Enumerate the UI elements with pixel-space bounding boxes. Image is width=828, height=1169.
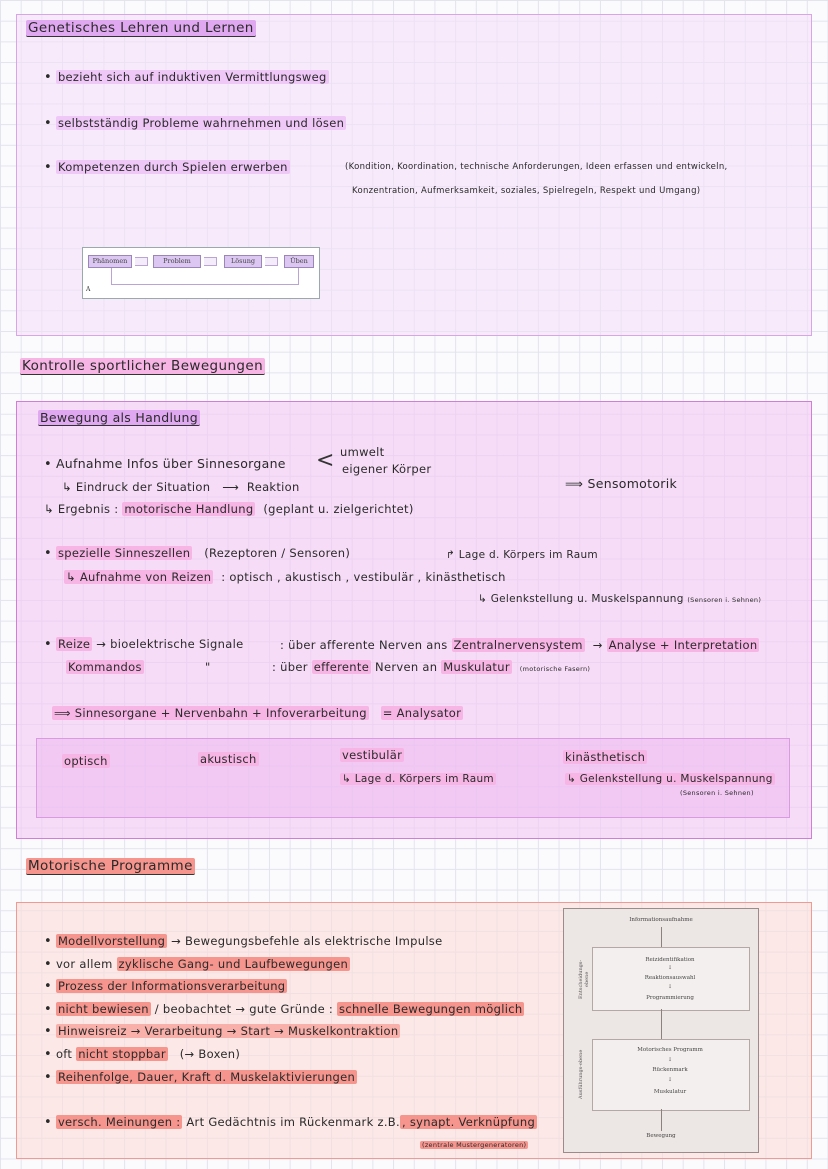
s3-bullet-8: • versch. Meinungen : Art Gedächtnis im Rückenmark z.B. , synapt. Verknüpfung [44, 1115, 536, 1130]
flow-arrow-icon: ↓ [667, 984, 673, 990]
flow-bottom: Bewegung [646, 1133, 676, 1139]
s3-bullet-1: • Modellvorstellung → Bewegungsbefehle als elektrische Impulse [44, 934, 443, 949]
s3-bullet-6: • oft nicht stoppbar (→ Boxen) [44, 1047, 241, 1062]
section3-title: Motorische Programme [28, 858, 193, 874]
s2-brace-bottom: eigener Körper [342, 462, 432, 476]
diagram-return-line [111, 268, 112, 284]
section2-title: Kontrolle sportlicher Bewegungen [22, 358, 264, 374]
s2-line-7-right: : über afferente Nerven ans Zentralnervensystem → Analyse + Interpretation [280, 638, 758, 652]
flow-e1: Reizidentifikation [645, 957, 695, 963]
s1-bullet-1: • bezieht sich auf induktiven Vermittlungsweg [44, 70, 327, 85]
section2-subtitle: Bewegung als Handlung [40, 410, 198, 425]
s2-line-7: • Reize → bioelektrische Signale [44, 637, 244, 652]
s2-line-3: ↳ Ergebnis : motorische Handlung (geplant u. zielgerichtet) [44, 502, 414, 516]
s2-line-5: ↳ Aufnahme von Reizen : optisch , akustisch , vestibulär , kinästhetisch [66, 570, 506, 584]
table-vestibulaer-sub: ↳ Lage d. Körpers im Raum [342, 773, 494, 785]
s3-bullet-4: • nicht bewiesen / beobachtet → gute Gründe : schnelle Bewegungen möglich [44, 1002, 523, 1017]
s2-line-4: • spezielle Sinneszellen (Rezeptoren / Sensoren) [44, 546, 351, 561]
table-vestibulaer: vestibulär [342, 748, 403, 762]
table-akustisch: akustisch [200, 752, 257, 766]
diagram-label: A [86, 286, 91, 293]
flow-a1: Motorisches Programm [637, 1047, 703, 1053]
s2-line-6: ↳ Gelenkstellung u. Muskelspannung (Sensoren i. Sehnen) [478, 593, 762, 605]
flow-arrow-icon: ↓ [667, 1077, 673, 1083]
s2-brace-top: umwelt [340, 445, 385, 459]
diagram-step-phaenomen: Phänomen [88, 255, 132, 268]
table-kinaesthetisch: kinästhetisch [565, 750, 646, 764]
flow-side-decision: Entscheidungs-ebene [578, 959, 590, 999]
flow-a3: Muskulatur [653, 1089, 687, 1095]
s2-line-9: ⟹ Sinnesorgane + Nervenbahn + Infoverarbeitung = Analysator [54, 706, 462, 720]
flow-arrow-line [661, 1009, 662, 1039]
s3-bullet-8-note: (zentrale Mustergeneratoren) [422, 1141, 527, 1149]
flow-arrow-icon: ↓ [667, 965, 673, 971]
diagram-step-ueben: Üben [284, 255, 314, 268]
s3-bullet-2: • vor allem zyklische Gang- und Laufbewegungen [44, 957, 349, 972]
diagram-step-loesung: Lösung [224, 255, 262, 268]
flow-arrow-line [661, 1109, 662, 1131]
s3-bullet-5: • Hinweisreiz → Verarbeitung → Start → Muskelkontraktion [44, 1024, 399, 1039]
diagram-arrow-icon [204, 257, 217, 266]
s1-bullet-3-note-2: Konzentration, Aufmerksamkeit, soziales, Spielregeln, Respekt und Umgang) [352, 186, 701, 196]
table-kinaesthetisch-note: (Sensoren i. Sehnen) [680, 789, 754, 797]
s1-bullet-3-note-1: (Kondition, Koordination, technische Anforderungen, Ideen erfassen und entwickeln, [345, 162, 728, 172]
s2-line-8-right: : über efferente Nerven an Muskulatur (motorische Fasern) [272, 660, 591, 674]
flow-e2: Reaktionsauswahl [644, 975, 696, 981]
s2-line-4-right: ↱ Lage d. Körpers im Raum [446, 549, 598, 561]
flow-arrow-icon: ↓ [667, 1057, 673, 1063]
diagram-arrow-icon [135, 257, 148, 266]
flow-e3: Programmierung [646, 995, 694, 1001]
table-optisch: optisch [64, 754, 108, 768]
s2-sensomotorik: ⟹ Sensomotorik [565, 476, 678, 491]
diagram-return-line [298, 268, 299, 284]
table-kinaesthetisch-sub: ↳ Gelenkstellung u. Muskelspannung [567, 773, 773, 785]
s3-bullet-3: • Prozess der Informationsverarbeitung [44, 979, 286, 994]
diagram-step-problem: Problem [153, 255, 201, 268]
flow-top: Informationsaufnahme [629, 917, 693, 923]
s1-bullet-2: • selbstständig Probleme wahrnehmen und lösen [44, 116, 345, 131]
flow-side-execution: Ausführungs-ebene [578, 1049, 584, 1099]
learning-cycle-diagram [82, 247, 320, 299]
s2-line-8-ditto: " [205, 660, 211, 674]
diagram-return-line [111, 284, 299, 285]
flow-arrow-line [661, 927, 662, 947]
diagram-arrow-icon [265, 257, 278, 266]
s3-bullet-7: • Reihenfolge, Dauer, Kraft d. Muskelaktivierungen [44, 1070, 356, 1085]
flow-a2: Rückenmark [652, 1067, 688, 1073]
section1-title: Genetisches Lehren und Lernen [28, 20, 254, 36]
s2-line-1: • Aufnahme Infos über Sinnesorgane [44, 456, 286, 472]
s1-bullet-3: • Kompetenzen durch Spielen erwerben [44, 160, 288, 175]
brace-icon: < [316, 448, 335, 473]
s2-line-8: Kommandos [68, 660, 142, 674]
s2-line-2: ↳ Eindruck der Situation ⟶ Reaktion [62, 480, 300, 494]
info-processing-flowchart [563, 908, 759, 1153]
